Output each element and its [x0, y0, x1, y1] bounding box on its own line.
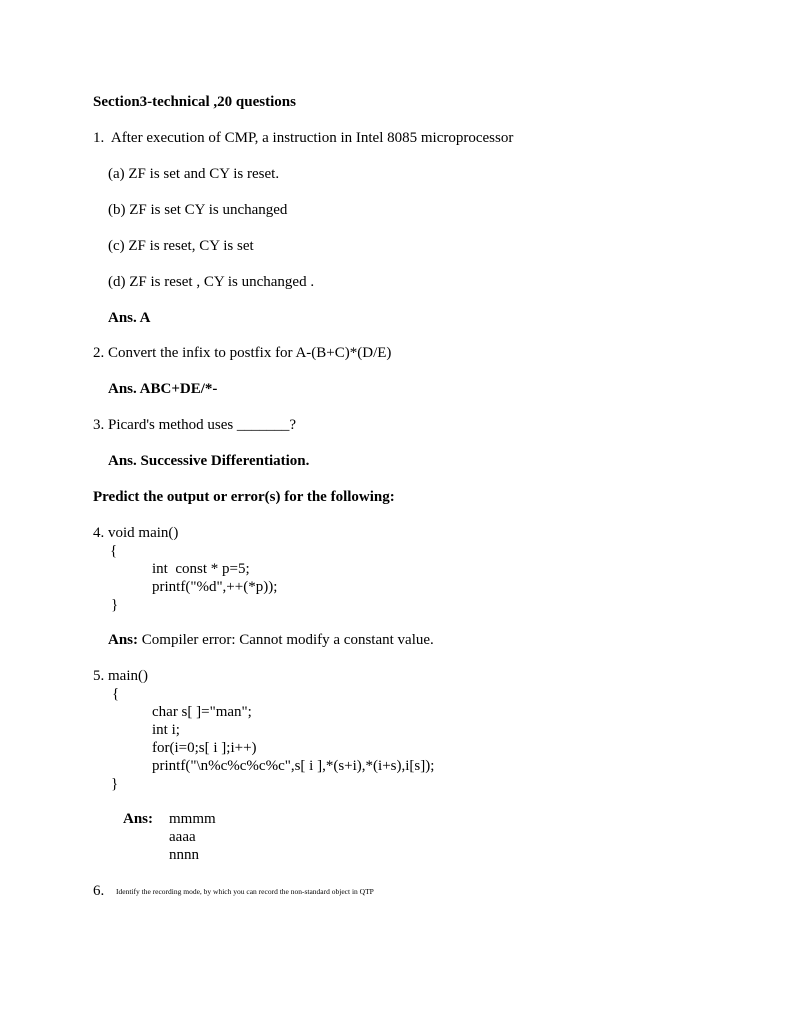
question-3-text: 3. Picard's method uses _______?: [93, 417, 297, 433]
question-2-text: 2. Convert the infix to postfix for A-(B+C)*(D/E): [93, 345, 392, 361]
predict-heading: Predict the output or error(s) for the following:: [93, 489, 395, 505]
question-1-option-c: (c) ZF is reset, CY is set: [108, 238, 254, 254]
question-5-close-brace: }: [111, 776, 119, 792]
question-2-answer: Ans. ABC+DE/*-: [108, 381, 218, 397]
question-5-answer-line: mmmm: [169, 811, 216, 827]
question-1-answer: Ans. A: [108, 310, 151, 326]
question-5-header: 5. main(): [93, 668, 148, 684]
question-4-open-brace: {: [110, 543, 118, 559]
question-6-number: 6.: [93, 883, 105, 899]
question-1-option-b: (b) ZF is set CY is unchanged: [108, 202, 288, 218]
question-5-answer-line: aaaa: [169, 829, 196, 845]
question-4-code-line: int const * p=5;: [152, 561, 250, 577]
question-5-answer-label: Ans:: [123, 811, 154, 827]
question-4-answer: [108, 631, 434, 649]
question-5-answer-line: nnnn: [169, 847, 199, 863]
question-4-close-brace: }: [111, 597, 119, 613]
question-4-header: 4. void main(): [93, 525, 179, 541]
question-5-code-line: for(i=0;s[ i ];i++): [152, 740, 257, 756]
question-5-code-line: printf("\n%c%c%c%c",s[ i ],*(s+i),*(i+s),i[s]);: [152, 758, 435, 774]
question-5-code-line: char s[ ]="man";: [152, 704, 252, 720]
section-title: Section3-technical ,20 questions: [93, 94, 296, 110]
question-5-open-brace: {: [112, 686, 120, 702]
question-5-code-line: int i;: [152, 722, 180, 738]
question-1-option-d: (d) ZF is reset , CY is unchanged .: [108, 274, 315, 290]
question-1-option-a: (a) ZF is set and CY is reset.: [108, 166, 280, 182]
question-4-answer-label: Ans:: [108, 632, 139, 648]
question-6-text: Identify the recording mode, by which you can record the non-standard object in QTP: [116, 887, 374, 896]
question-4-answer-text: Compiler error: Cannot modify a constant value.: [138, 632, 434, 648]
question-3-answer: Ans. Successive Differentiation.: [108, 453, 310, 469]
question-4-code-line: printf("%d",++(*p));: [152, 579, 278, 595]
question-1-text: 1. After execution of CMP, a instruction in Intel 8085 microprocessor: [93, 130, 514, 146]
